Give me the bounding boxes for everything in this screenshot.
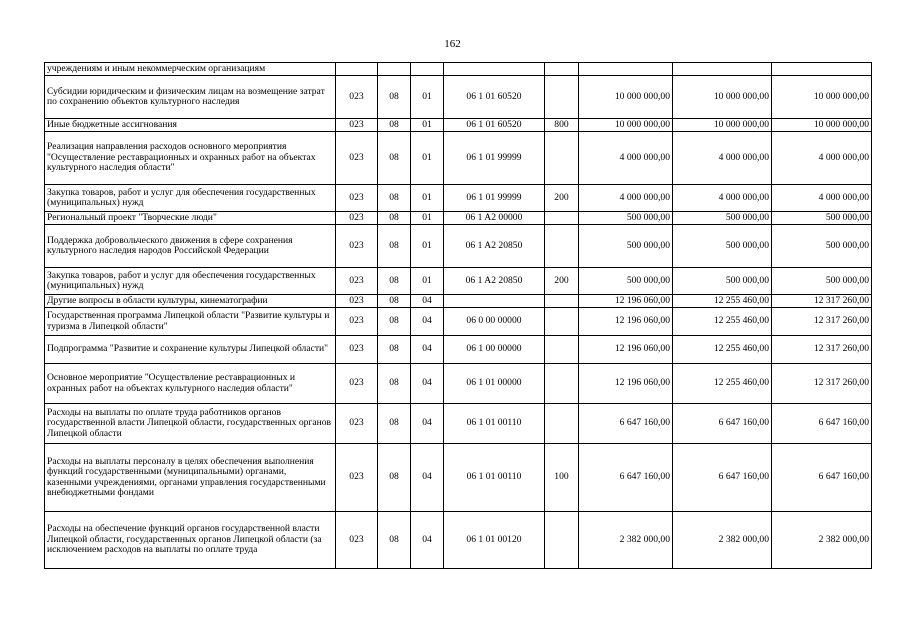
expense-type-cell: 200 [545, 268, 579, 295]
section-code-cell: 08 [378, 76, 411, 119]
amount-year2-cell: 500 000,00 [673, 212, 772, 225]
table-row [45, 185, 872, 212]
amount-year3-cell: 12 317 260,00 [772, 364, 872, 404]
amount-year1-cell: 6 647 160,00 [579, 444, 673, 512]
subsection-code-cell: 04 [411, 295, 444, 308]
expense-type-cell [545, 76, 579, 119]
expense-type-cell [545, 308, 579, 336]
target-article-cell: 06 1 01 00120 [444, 512, 545, 569]
subsection-code-cell: 01 [411, 119, 444, 132]
target-article-cell: 06 1 00 00000 [444, 336, 545, 364]
ministry-code-cell: 023 [336, 512, 378, 569]
row-name-cell: Расходы на выплаты персоналу в целях обеспечения выполнения функций государственными (муниципальными) органами, казенными учреждениями, органами управления государственными внебюджетными фондами [45, 444, 336, 512]
amount-year1-cell: 500 000,00 [579, 212, 673, 225]
amount-year3-cell: 500 000,00 [772, 268, 872, 295]
amount-year1-cell: 500 000,00 [579, 225, 673, 268]
table-row [45, 212, 872, 225]
amount-year1-cell: 12 196 060,00 [579, 295, 673, 308]
target-article-cell: 06 1 01 00000 [444, 364, 545, 404]
subsection-code-cell: 04 [411, 444, 444, 512]
ministry-code-cell: 023 [336, 119, 378, 132]
ministry-code-cell: 023 [336, 364, 378, 404]
row-name-cell: Региональный проект "Творческие люди" [45, 212, 336, 225]
section-code-cell: 08 [378, 404, 411, 444]
ministry-code-cell: 023 [336, 295, 378, 308]
row-name-cell: Расходы на выплаты по оплате труда работников органов государственной власти Липецкой области, государственных органов Липецкой области [45, 404, 336, 444]
amount-year1-cell: 500 000,00 [579, 268, 673, 295]
section-code-cell [378, 63, 411, 76]
budget-table [44, 62, 872, 569]
amount-year2-cell: 4 000 000,00 [673, 185, 772, 212]
amount-year3-cell: 12 317 260,00 [772, 308, 872, 336]
amount-year2-cell: 2 382 000,00 [673, 512, 772, 569]
section-code-cell: 08 [378, 364, 411, 404]
ministry-code-cell: 023 [336, 212, 378, 225]
table-row [45, 364, 872, 404]
target-article-cell: 06 1 01 99999 [444, 132, 545, 185]
amount-year3-cell [772, 63, 872, 76]
amount-year3-cell: 2 382 000,00 [772, 512, 872, 569]
amount-year2-cell: 12 255 460,00 [673, 295, 772, 308]
amount-year3-cell: 12 317 260,00 [772, 295, 872, 308]
target-article-cell: 06 1 A2 00000 [444, 212, 545, 225]
amount-year2-cell: 500 000,00 [673, 268, 772, 295]
table-row [45, 404, 872, 444]
subsection-code-cell: 04 [411, 336, 444, 364]
ministry-code-cell: 023 [336, 268, 378, 295]
amount-year3-cell: 6 647 160,00 [772, 444, 872, 512]
target-article-cell: 06 1 01 00110 [444, 444, 545, 512]
section-code-cell: 08 [378, 132, 411, 185]
amount-year1-cell: 4 000 000,00 [579, 185, 673, 212]
table-row [45, 336, 872, 364]
subsection-code-cell: 01 [411, 225, 444, 268]
subsection-code-cell: 01 [411, 76, 444, 119]
amount-year1-cell: 12 196 060,00 [579, 308, 673, 336]
target-article-cell: 06 1 01 99999 [444, 185, 545, 212]
amount-year1-cell: 10 000 000,00 [579, 76, 673, 119]
row-name-cell: Закупка товаров, работ и услуг для обеспечения государственных (муниципальных) нужд [45, 185, 336, 212]
amount-year2-cell [673, 63, 772, 76]
ministry-code-cell: 023 [336, 404, 378, 444]
target-article-cell: 06 0 00 00000 [444, 308, 545, 336]
row-name-cell: Реализация направления расходов основного мероприятия "Осуществление реставрационных и охранных работ на объектах культурного наследия области" [45, 132, 336, 185]
page-number: 162 [444, 38, 461, 50]
expense-type-cell [545, 336, 579, 364]
ministry-code-cell: 023 [336, 185, 378, 212]
subsection-code-cell: 04 [411, 512, 444, 569]
amount-year3-cell: 4 000 000,00 [772, 185, 872, 212]
expense-type-cell: 800 [545, 119, 579, 132]
table-row [45, 295, 872, 308]
table-row [45, 308, 872, 336]
amount-year1-cell: 2 382 000,00 [579, 512, 673, 569]
expense-type-cell [545, 132, 579, 185]
ministry-code-cell: 023 [336, 225, 378, 268]
expense-type-cell [545, 364, 579, 404]
row-name-cell: Основное мероприятие "Осуществление реставрационных и охранных работ на объектах культурного наследия области" [45, 364, 336, 404]
table-row [45, 76, 872, 119]
subsection-code-cell: 01 [411, 212, 444, 225]
amount-year3-cell: 500 000,00 [772, 225, 872, 268]
subsection-code-cell: 01 [411, 185, 444, 212]
table-row [45, 225, 872, 268]
amount-year2-cell: 12 255 460,00 [673, 308, 772, 336]
amount-year1-cell [579, 63, 673, 76]
amount-year2-cell: 500 000,00 [673, 225, 772, 268]
section-code-cell: 08 [378, 512, 411, 569]
expense-type-cell [545, 295, 579, 308]
subsection-code-cell: 01 [411, 132, 444, 185]
amount-year1-cell: 12 196 060,00 [579, 364, 673, 404]
target-article-cell: 06 1 A2 20850 [444, 225, 545, 268]
section-code-cell: 08 [378, 185, 411, 212]
ministry-code-cell: 023 [336, 308, 378, 336]
target-article-cell: 06 1 01 60520 [444, 119, 545, 132]
subsection-code-cell: 01 [411, 268, 444, 295]
amount-year2-cell: 10 000 000,00 [673, 76, 772, 119]
target-article-cell: 06 1 01 00110 [444, 404, 545, 444]
amount-year2-cell: 6 647 160,00 [673, 444, 772, 512]
row-name-cell: Государственная программа Липецкой области "Развитие культуры и туризма в Липецкой области" [45, 308, 336, 336]
section-code-cell: 08 [378, 444, 411, 512]
table-row [45, 132, 872, 185]
amount-year3-cell: 500 000,00 [772, 212, 872, 225]
table-row [45, 268, 872, 295]
ministry-code-cell: 023 [336, 444, 378, 512]
table-row [45, 63, 872, 76]
target-article-cell: 06 1 A2 20850 [444, 268, 545, 295]
section-code-cell: 08 [378, 295, 411, 308]
table-row [45, 444, 872, 512]
row-name-cell: Другие вопросы в области культуры, кинематографии [45, 295, 336, 308]
subsection-code-cell: 04 [411, 308, 444, 336]
section-code-cell: 08 [378, 308, 411, 336]
target-article-cell [444, 63, 545, 76]
amount-year2-cell: 12 255 460,00 [673, 364, 772, 404]
amount-year2-cell: 12 255 460,00 [673, 336, 772, 364]
section-code-cell: 08 [378, 225, 411, 268]
subsection-code-cell [411, 63, 444, 76]
subsection-code-cell: 04 [411, 404, 444, 444]
amount-year1-cell: 4 000 000,00 [579, 132, 673, 185]
ministry-code-cell: 023 [336, 336, 378, 364]
amount-year1-cell: 12 196 060,00 [579, 336, 673, 364]
section-code-cell: 08 [378, 212, 411, 225]
target-article-cell [444, 295, 545, 308]
expense-type-cell [545, 212, 579, 225]
section-code-cell: 08 [378, 336, 411, 364]
amount-year3-cell: 4 000 000,00 [772, 132, 872, 185]
section-code-cell: 08 [378, 119, 411, 132]
amount-year2-cell: 10 000 000,00 [673, 119, 772, 132]
expense-type-cell [545, 225, 579, 268]
section-code-cell: 08 [378, 268, 411, 295]
expense-type-cell [545, 512, 579, 569]
table-row [45, 119, 872, 132]
target-article-cell: 06 1 01 60520 [444, 76, 545, 119]
expense-type-cell [545, 404, 579, 444]
table-body [45, 63, 872, 569]
row-name-cell: Подпрограмма "Развитие и сохранение культуры Липецкой области" [45, 336, 336, 364]
amount-year2-cell: 4 000 000,00 [673, 132, 772, 185]
amount-year3-cell: 10 000 000,00 [772, 76, 872, 119]
row-name-cell: учреждениям и иным некоммерческим организациям [45, 63, 336, 76]
row-name-cell: Субсидии юридическим и физическим лицам на возмещение затрат по сохранению объектов культурного наследия [45, 76, 336, 119]
ministry-code-cell: 023 [336, 76, 378, 119]
ministry-code-cell [336, 63, 378, 76]
row-name-cell: Расходы на обеспечение функций органов государственной власти Липецкой области, государственных органов Липецкой области (за исключением расходов на выплаты по оплате труда [45, 512, 336, 569]
expense-type-cell: 200 [545, 185, 579, 212]
ministry-code-cell: 023 [336, 132, 378, 185]
amount-year3-cell: 6 647 160,00 [772, 404, 872, 444]
subsection-code-cell: 04 [411, 364, 444, 404]
row-name-cell: Иные бюджетные ассигнования [45, 119, 336, 132]
amount-year3-cell: 12 317 260,00 [772, 336, 872, 364]
amount-year2-cell: 6 647 160,00 [673, 404, 772, 444]
expense-type-cell: 100 [545, 444, 579, 512]
row-name-cell: Поддержка добровольческого движения в сфере сохранения культурного наследия народов Российской Федерации [45, 225, 336, 268]
row-name-cell: Закупка товаров, работ и услуг для обеспечения государственных (муниципальных) нужд [45, 268, 336, 295]
expense-type-cell [545, 63, 579, 76]
table-row [45, 512, 872, 569]
amount-year3-cell: 10 000 000,00 [772, 119, 872, 132]
amount-year1-cell: 6 647 160,00 [579, 404, 673, 444]
amount-year1-cell: 10 000 000,00 [579, 119, 673, 132]
